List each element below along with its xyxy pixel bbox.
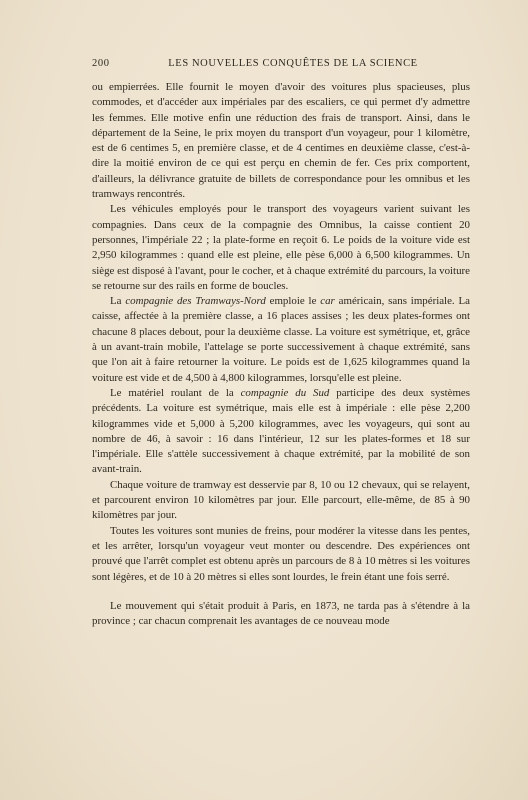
paragraph	[92, 524, 470, 585]
paragraph	[92, 294, 470, 386]
text-run: Le matériel roulant de la	[110, 386, 241, 399]
running-title: LES NOUVELLES CONQUÊTES DE LA SCIENCE	[168, 58, 418, 69]
text-run: Le mouvement qui s'était produit à Paris, en 1873, ne tarda pas à s'étendre à la province ; car chacun comprenait les avantages de ce nouveau mode	[92, 599, 470, 628]
text-run: La	[110, 295, 126, 308]
text-run: américain, sans impériale. La caisse, affectée à la première classe, a 16 places assises ; les deux plates-formes ont chacune 8 places debout, pour la deuxième classe. La voiture est symétrique, et, grâce à un avant-train mobile, l'attelage se porte successivement à chaque extrémité, sans que l'on ait à faire retourner la voiture. Le poids est de 1,625 kilogrammes quand la voiture est vide et de 4,500 à 4,800 kilogrammes, lorsqu'elle est pleine.	[92, 295, 470, 384]
paragraph	[92, 202, 470, 294]
paragraph	[92, 478, 470, 524]
paragraph	[92, 386, 470, 478]
text-run: Toutes les voitures sont munies de freins, pour modérer la vitesse dans les pentes, et les arrêter, lorsqu'un voyageur veut monter ou descendre. Des expériences ont prouvé que l'arrêt complet est obtenu après un parcours de 8 à 10 mètres si les voitures sont légères, et de 10 à 20 mètres si elles sont lourdes, le frein étant une fois serré.	[92, 524, 470, 583]
paragraph	[92, 599, 470, 630]
paragraph	[92, 80, 470, 202]
text-run: ou empierrées. Elle fournit le moyen d'avoir des voitures plus spacieuses, plus commodes, et d'accéder aux impériales par des escaliers, ce qui permet d'y admettre les femmes. Elle motive enfin une réduction des frais de transport. Ainsi, dans le département de la Seine, le prix moyen du transport d'un voyageur, pour 1 kilomètre, est de 6 centimes 5, en première classe, et de 4 centimes en deuxième classe, c'est-à-dire la moitié environ de ce qui est perçu en chemin de fer. Ces prix comportent, d'ailleurs, la délivrance gratuite de billets de correspondance pour les omnibus et les tramways rencontrés.	[92, 81, 470, 201]
italic-text: car	[320, 295, 335, 308]
text-run: participe des deux systèmes précédents. La voiture est symétrique, mais elle est à impériale : elle pèse 2,200 kilogrammes vide et 5,000 à 5,200 kilogrammes, avec les voyageurs, qui sont au nombre de 46, à savoir : 16 dans l'intérieur, 12 sur les plates-formes et 18 sur l'impériale. Elle s'attèle successivement à chaque extrémité, par la mobilité de son avant-train.	[92, 386, 470, 476]
text-run: Chaque voiture de tramway est desservie par 8, 10 ou 12 chevaux, qui se relayent, et parcourent environ 10 kilomètres par jour. Elle parcourt, elle-même, de 85 à 90 kilomètres par jour.	[92, 478, 470, 522]
text-run: emploie le	[265, 295, 321, 308]
body-text	[92, 80, 470, 629]
page-number: 200	[92, 58, 110, 69]
text-run: Les véhicules employés pour le transport des voyageurs varient suivant les compagnies. Dans ceux de la compagnie des Omnibus, la caisse contient 20 personnes, l'impériale 22 ; la plate-forme en reçoit 6. Le poids de la voiture vide est 2,950 kilogrammes : quand elle est pleine, elle pèse 6,000 à 6,500 kilogrammes. Un siège est disposé à l'avant, pour le cocher, et à chaque extrémité du parcours, la voiture se retourne sur des rails en forme de boucles.	[92, 203, 470, 292]
running-header	[92, 58, 470, 74]
italic-text: compagnie du Sud	[240, 386, 330, 399]
italic-text: compagnie des Tramways-Nord	[125, 295, 266, 308]
